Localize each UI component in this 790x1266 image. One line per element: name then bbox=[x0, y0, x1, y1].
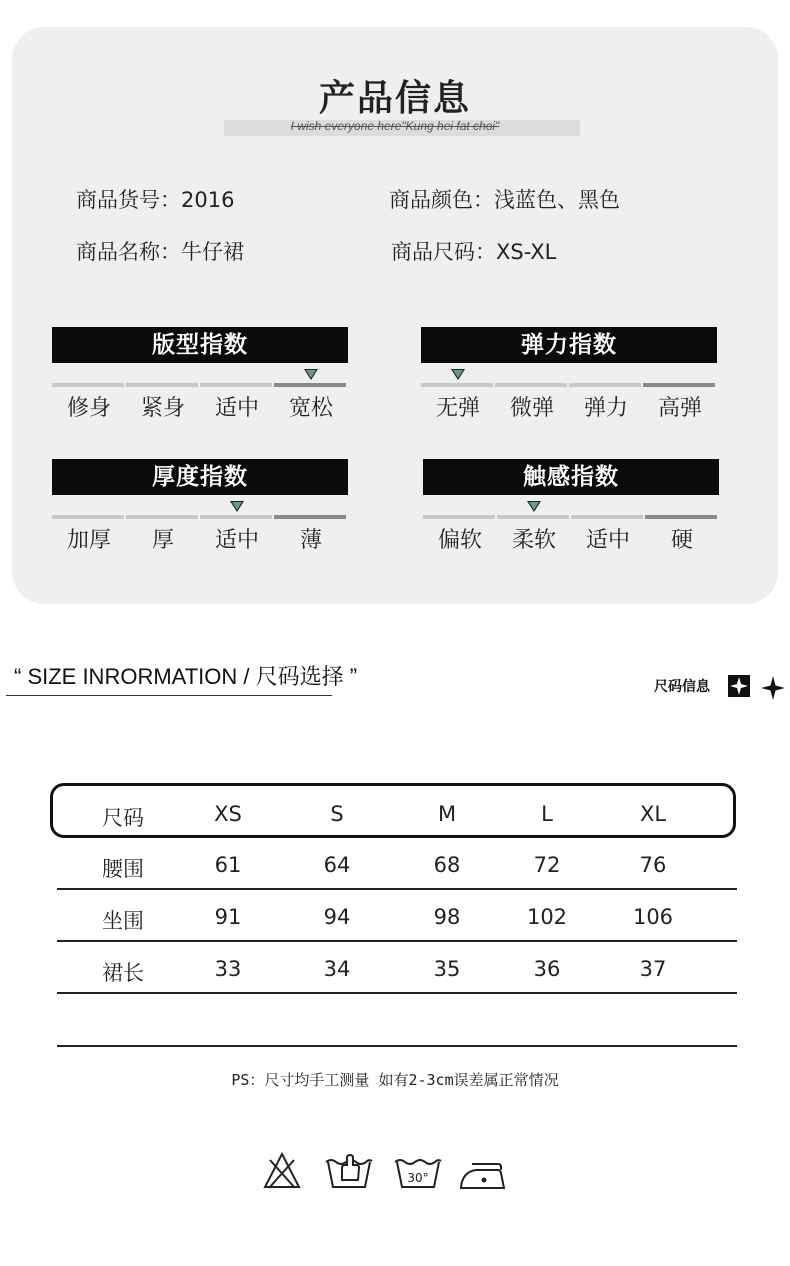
table-header-cell: L bbox=[541, 802, 553, 826]
index-label: 弹力 bbox=[583, 396, 628, 421]
table-cell: 61 bbox=[214, 853, 242, 877]
no-bleach-icon bbox=[262, 1150, 302, 1196]
wash-30-icon bbox=[393, 1150, 443, 1196]
table-divider bbox=[57, 1045, 737, 1047]
info-item-size: 商品尺码：XS-XL bbox=[391, 240, 557, 264]
index-label: 高弹 bbox=[657, 396, 702, 421]
table-cell: 68 bbox=[433, 853, 461, 877]
index-title: 厚度指数 bbox=[52, 459, 348, 495]
index-marker-icon bbox=[451, 369, 465, 380]
info-item-color: 商品颜色：浅蓝色、黑色 bbox=[389, 188, 620, 212]
table-cell: 34 bbox=[323, 957, 351, 981]
table-cell: 35 bbox=[433, 957, 461, 981]
table-cell: 64 bbox=[323, 853, 351, 877]
index-fit bbox=[52, 327, 348, 421]
table-divider bbox=[57, 940, 737, 942]
page-title: 产品信息 bbox=[318, 78, 471, 119]
index-marker-icon bbox=[304, 369, 318, 380]
index-scale bbox=[52, 495, 348, 519]
iron-icon bbox=[458, 1150, 508, 1196]
index-label: 适中 bbox=[214, 396, 259, 421]
index-labels bbox=[421, 387, 717, 421]
index-label: 宽松 bbox=[288, 396, 333, 421]
heading-underline bbox=[6, 695, 332, 696]
index-label: 偏软 bbox=[437, 528, 482, 553]
wash-temp-label: 30° bbox=[407, 1171, 429, 1185]
size-section-heading: “ SIZE INRORMATION / 尺码选择 ” bbox=[14, 664, 358, 689]
index-label: 无弹 bbox=[435, 396, 480, 421]
table-cell: 腰围 bbox=[102, 857, 144, 881]
table-cell: 裙长 bbox=[102, 961, 144, 985]
table-header-cell: S bbox=[330, 802, 344, 826]
index-label: 厚 bbox=[151, 528, 174, 553]
sparkle-icon bbox=[760, 675, 786, 705]
index-label: 修身 bbox=[66, 396, 111, 421]
table-cell: 72 bbox=[533, 853, 561, 877]
info-item-name: 商品名称：牛仔裙 bbox=[76, 240, 244, 264]
table-cell: 33 bbox=[214, 957, 242, 981]
index-label: 紧身 bbox=[140, 396, 185, 421]
index-label: 适中 bbox=[585, 528, 630, 553]
table-cell: 94 bbox=[323, 905, 351, 929]
subtitle-slogan: I wish everyone here"Kung hei fat choi" bbox=[290, 119, 500, 133]
table-cell: 37 bbox=[639, 957, 667, 981]
index-labels bbox=[52, 519, 348, 553]
sparkle-box-icon bbox=[728, 675, 750, 697]
index-marker-icon bbox=[527, 501, 541, 512]
table-cell: 106 bbox=[632, 905, 674, 929]
index-label: 适中 bbox=[214, 528, 259, 553]
index-labels bbox=[52, 387, 348, 421]
table-divider bbox=[57, 888, 737, 890]
table-cell: 98 bbox=[433, 905, 461, 929]
table-cell: 坐围 bbox=[102, 909, 144, 933]
index-scale bbox=[52, 363, 348, 387]
index-title: 版型指数 bbox=[52, 327, 348, 363]
index-title: 触感指数 bbox=[423, 459, 719, 495]
index-label: 加厚 bbox=[66, 528, 111, 553]
index-scale bbox=[421, 363, 717, 387]
table-cell: 91 bbox=[214, 905, 242, 929]
index-label: 薄 bbox=[299, 528, 322, 553]
table-cell: 36 bbox=[533, 957, 561, 981]
index-thickness bbox=[52, 459, 348, 553]
index-marker-icon bbox=[230, 501, 244, 512]
index-label: 硬 bbox=[670, 528, 693, 553]
hand-wash-icon bbox=[324, 1150, 374, 1196]
index-labels bbox=[423, 519, 719, 553]
info-item-number: 商品货号：2016 bbox=[76, 188, 235, 212]
table-divider bbox=[57, 992, 737, 994]
table-header-cell: XS bbox=[214, 802, 242, 826]
table-cell: 76 bbox=[639, 853, 667, 877]
table-header-cell: M bbox=[437, 802, 457, 826]
table-header-cell: 尺码 bbox=[102, 806, 144, 830]
table-header-cell: XL bbox=[639, 802, 667, 826]
index-touch bbox=[423, 459, 719, 553]
index-label: 柔软 bbox=[511, 528, 556, 553]
size-badge: 尺码信息 bbox=[654, 679, 710, 695]
table-cell: 102 bbox=[526, 905, 568, 929]
index-label: 微弹 bbox=[509, 396, 554, 421]
measurement-note: PS：尺寸均手工测量 如有2-3cm误差属正常情况 bbox=[231, 1071, 559, 1089]
index-title: 弹力指数 bbox=[421, 327, 717, 363]
index-scale bbox=[423, 495, 719, 519]
index-elasticity bbox=[421, 327, 717, 421]
